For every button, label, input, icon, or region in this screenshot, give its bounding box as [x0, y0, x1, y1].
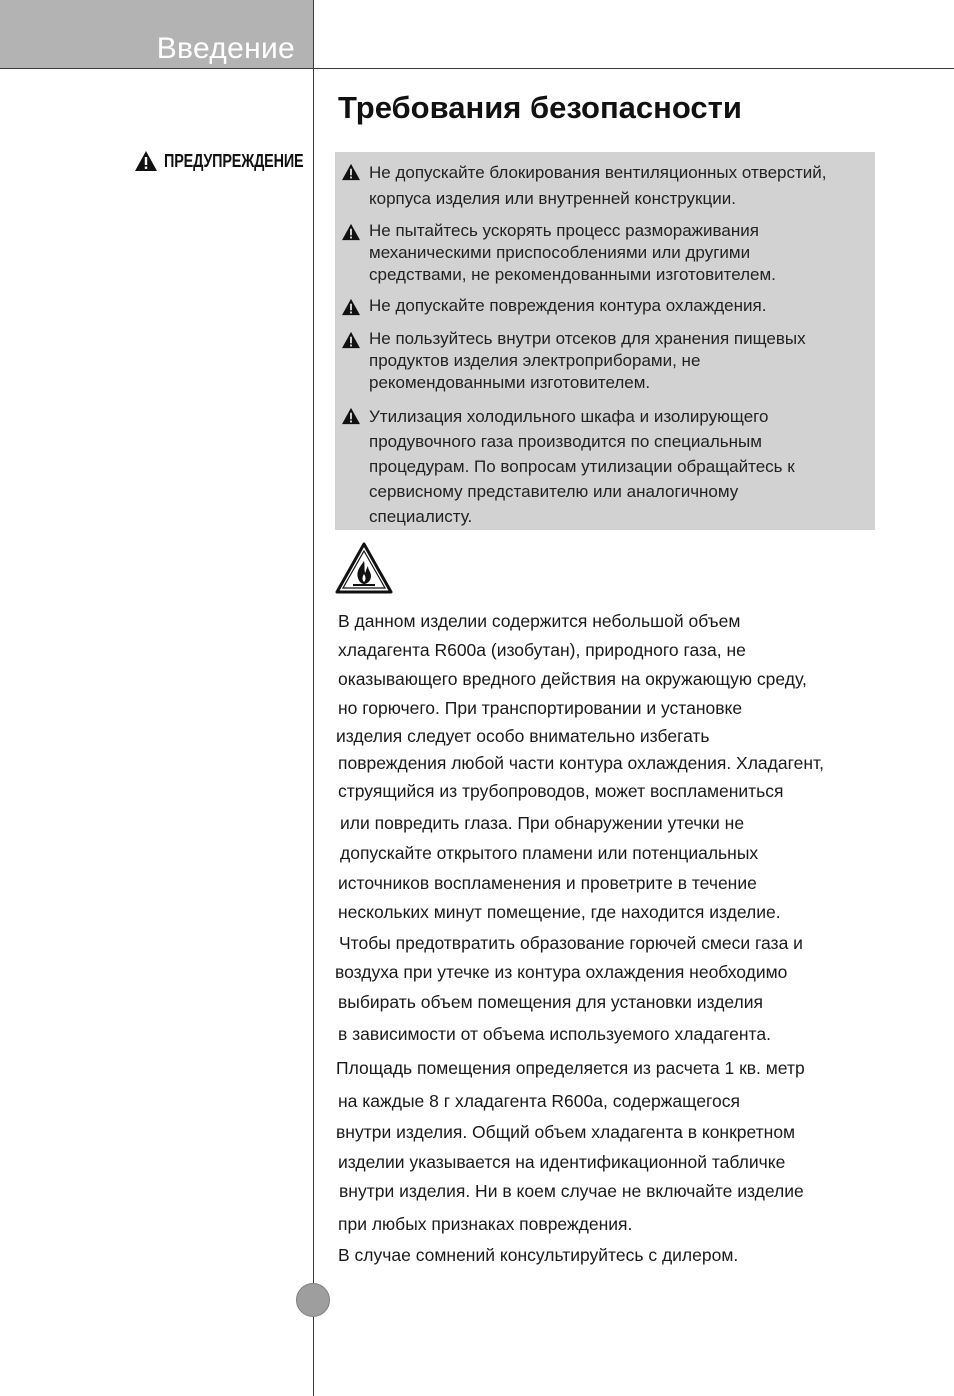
- warning-line: продувочного газа производится по специальным: [369, 432, 762, 451]
- warning-box: [335, 152, 875, 530]
- warning-heading: ПРЕДУПРЕЖДЕНИЕ: [164, 150, 304, 171]
- warning-line: специалисту.: [369, 507, 473, 526]
- warning-line: корпуса изделия или внутренней конструкции.: [369, 189, 736, 208]
- warning-triangle-icon: [341, 298, 361, 316]
- warning-line: средствами, не рекомендованными изготовителем.: [369, 265, 776, 284]
- warning-line: Не допускайте блокирования вентиляционных отверстий,: [369, 163, 827, 182]
- warning-triangle-icon: [134, 150, 158, 172]
- warning-line: Не пытайтесь ускорять процесс размораживания: [369, 221, 759, 240]
- body-line: оказывающего вредного действия на окружающую среду,: [338, 669, 807, 689]
- warning-triangle-icon: [341, 331, 361, 349]
- body-line: В данном изделии содержится небольшой объем: [338, 611, 741, 631]
- warning-line: продуктов изделия электроприборами, не: [369, 351, 701, 370]
- warning-item: [341, 328, 875, 394]
- warning-item: [341, 220, 875, 286]
- warning-triangle-icon: [341, 407, 361, 425]
- flammable-warning-icon: [334, 541, 394, 595]
- body-line: изделии указывается на идентификационной табличке: [338, 1152, 786, 1172]
- warning-line: механическими приспособлениями или другими: [369, 243, 751, 262]
- side-warning-label: [134, 150, 338, 172]
- warning-item: [341, 295, 875, 317]
- page-title: Требования безопасности: [338, 90, 742, 125]
- section-header-tab: [0, 0, 313, 68]
- body-line: или повредить глаза. При обнаружении утечки не: [340, 813, 745, 833]
- section-title: Введение: [156, 32, 295, 65]
- warning-triangle-icon: [341, 223, 361, 241]
- warning-line: процедурам. По вопросам утилизации обращайтесь к: [369, 457, 795, 476]
- body-line: Площадь помещения определяется из расчета 1 кв. метр: [336, 1058, 805, 1078]
- column-divider: [313, 0, 314, 1396]
- body-line: выбирать объем помещения для установки изделия: [338, 992, 764, 1012]
- body-line: допускайте открытого пламени или потенциальных: [340, 843, 759, 863]
- body-line: но горючего. При транспортировании и установке: [338, 698, 743, 718]
- body-line: при любых признаках повреждения.: [338, 1214, 633, 1234]
- body-line: повреждения любой части контура охлаждения. Хладагент,: [338, 753, 824, 773]
- body-line: струящийся из трубопроводов, может воспламениться: [338, 781, 784, 801]
- body-line: источников воспламенения и проветрите в течение: [338, 873, 757, 893]
- body-line: внутри изделия. Общий объем хладагента в конкретном: [336, 1122, 796, 1142]
- body-line: воздуха при утечке из контура охлаждения необходимо: [335, 962, 788, 982]
- header-rule: [0, 68, 954, 69]
- warning-line: рекомендованными изготовителем.: [369, 373, 651, 392]
- body-line: хладагента R600a (изобутан), природного газа, не: [338, 640, 746, 660]
- warning-line: сервисному представителю или аналогичному: [369, 482, 739, 501]
- warning-line: Не допускайте повреждения контура охлаждения.: [369, 296, 767, 315]
- warning-line: Не пользуйтесь внутри отсеков для хранения пищевых: [369, 329, 806, 348]
- warning-triangle-icon: [341, 163, 361, 181]
- body-line: Чтобы предотвратить образование горючей смеси газа и: [339, 933, 803, 953]
- body-line: изделия следует особо внимательно избегать: [336, 726, 710, 746]
- body-line: в зависимости от объема используемого хладагента.: [338, 1024, 771, 1044]
- body-line: В случае сомнений консультируйтесь с дилером.: [338, 1245, 739, 1265]
- warning-item: [341, 160, 875, 212]
- warning-item: [341, 404, 875, 529]
- page-marker: [296, 1283, 330, 1317]
- warning-line: Утилизация холодильного шкафа и изолирующего: [369, 407, 769, 426]
- body-line: на каждые 8 г хладагента R600a, содержащегося: [338, 1091, 741, 1111]
- body-line: внутри изделия. Ни в коем случае не включайте изделие: [339, 1181, 804, 1201]
- body-line: нескольких минут помещение, где находится изделие.: [338, 902, 781, 922]
